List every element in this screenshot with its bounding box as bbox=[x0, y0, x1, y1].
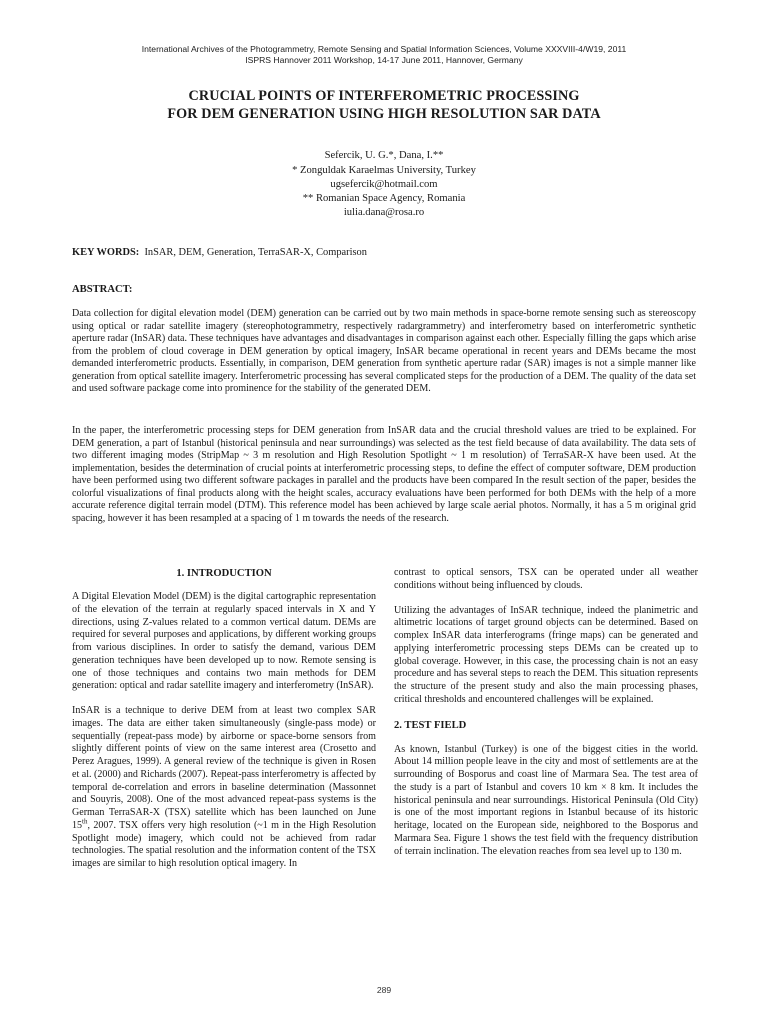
running-header-journal: International Archives of the Photogrammetry, Remote Sensing and Spatial Information Sciences, Volume XXXVIII-4/W19, 2011 bbox=[141, 44, 627, 54]
keywords-text: InSAR, DEM, Generation, TerraSAR-X, Comparison bbox=[144, 247, 367, 258]
paper-title-line-2: FOR DEM GENERATION USING HIGH RESOLUTION SAR DATA bbox=[167, 106, 601, 122]
abstract-paragraph-1: Data collection for digital elevation model (DEM) generation can be carried out by two main methods in space-borne remote sensing such as stereoscopy using optical or radar satellite imagery (stereophotogrammetry, respectively radargrammetry) and interferometry based on interferometric synthetic aperture radar (InSAR) data. These techniques have advantages and disadvantages in comparison against each other. Especially filling the gaps which arise from the problem of cloud coverage in DEM generation by optical imagery, InSAR became operational in recent years and DEMs became the most demanded interferometric products. Essentially, in comparison, DEM generation from synthetic aperture radar (SAR) images is not a simple manner like generation from optical satellite imagery. Interferometric processing has several complicated steps for the production of a DEM. The quality of the data set and used software package come into prominence for the stability of the generated DEM. bbox=[72, 308, 696, 394]
keywords bbox=[72, 246, 698, 260]
intro-paragraph-4: Utilizing the advantages of InSAR technique, indeed the planimetric and altimetric locations of target ground objects can be determined. Based on complex InSAR data interferograms (fringe maps) can be generated and applying interferometric processing steps DEMs can be created up to global coverage. However, in this case, the processing chain is not an easy procedure and has several steps to reach the DEM. This situation represents the structure of the present study and also the main processing phases, critical thresholds and encountered challenges will be explained. bbox=[394, 604, 698, 705]
email-2: iulia.dana@rosa.ro bbox=[343, 207, 425, 218]
intro-paragraph-2-text-b: , 2007. TSX offers very high resolution (~1 m in the High Resolution Spotlight mode) imagery, which could not be achieved from radar technologies. The spatial resolution and the information content of the TSX images are similar to high resolution optical imagery. In bbox=[72, 819, 376, 869]
superscript-th: th bbox=[82, 817, 88, 826]
paper-title-line-1: CRUCIAL POINTS OF INTERFEROMETRIC PROCESSING bbox=[188, 88, 580, 104]
keywords-label: KEY WORDS: bbox=[72, 247, 140, 258]
author-names: Sefercik, U. G.*, Dana, I.** bbox=[324, 150, 444, 161]
intro-paragraph-2-text-a: InSAR is a technique to derive DEM from at least two complex SAR images. The data are either taken simultaneously (single-pass mode) or sequentially (repeat-pass mode) by airborne or space-borne sensors from slightly different points of view on the same interest area (Crosetto and Perez Aragues, 1999). A general review of the technique is given in Rosen et al. (2000) and Richards (2007). Repeat-pass interferometry is affected by temporal de-correlation and errors in baseline determination (Massonnet and Souyris, 2008). One of the most advanced repeat-pass systems is the German TerraSAR-X (TSX) satellite which has been launched on June 15 bbox=[72, 705, 376, 831]
running-header-workshop: ISPRS Hannover 2011 Workshop, 14-17 June 2011, Hannover, Germany bbox=[245, 55, 523, 65]
left-column bbox=[72, 567, 376, 871]
intro-paragraph-3: contrast to optical sensors, TSX can be operated under all weather conditions without being influenced by clouds. bbox=[394, 567, 698, 591]
right-column bbox=[394, 567, 698, 858]
intro-paragraph-1: A Digital Elevation Model (DEM) is the digital cartographic representation of the elevation of the terrain at regularly spaced intervals in X and Y directions, using Z-values related to a common vertical datum. DEMs are required for several purposes and applications, by different working groups from various disciplines. In order to satisfy the demand, various DEM generation techniques have been developed up to now. Remote sensing is one of those techniques and contains two main methods for DEM generation: optical and radar satellite imagery and interferometry (InSAR). bbox=[72, 591, 376, 692]
abstract-paragraph-2: In the paper, the interferometric processing steps for DEM generation from InSAR data and the crucial threshold values are tried to be explained. For DEM generation, a part of Istanbul (historical peninsula and near surroundings) was selected as the test field because of data availability. The data sets of two different imaging modes (StripMap ~ 3 m resolution and High Resolution Spotlight ~ 1 m resolution) of TerraSAR-X have been used. At the implementation, besides the determination of crucial points at interferometric processing steps, to define the effect of computer software, DEM production have been performed using two different software packages in parallel and the products have been compared In the result section of the paper, besides the colorful visualizations of final products along with the height scales, accuracy evaluations have been performed for both DEMs with the help of a more accurate reference digital terrain model (DTM). This reference model has been achieved by large scale aerial photos. Normally, it has a 5 m original grid spacing, however it has been resampled at a spacing of 1 m towards the needs of the research. bbox=[72, 425, 696, 524]
affiliation-2: ** Romanian Space Agency, Romania bbox=[302, 193, 466, 204]
intro-paragraph-2 bbox=[72, 705, 376, 871]
email-1: ugsefercik@hotmail.com bbox=[330, 179, 438, 190]
section-heading-test-field: 2. TEST FIELD bbox=[394, 719, 467, 731]
page-number: 289 bbox=[376, 985, 392, 995]
abstract-heading: ABSTRACT: bbox=[72, 284, 133, 295]
section-heading-introduction: 1. INTRODUCTION bbox=[176, 568, 272, 579]
affiliation-1: * Zonguldak Karaelmas University, Turkey bbox=[292, 165, 476, 176]
test-field-paragraph: As known, Istanbul (Turkey) is one of the biggest cities in the world. About 14 million people leave in the city and most of settlements are at the surrounding of Bosporus and coast line of Marmara Sea. The test area of the study is a part of Istanbul and covers 10 km × 8 km. It includes the historical peninsula and near surroundings. Historical Peninsula (Old City) is one of the most important regions in Istanbul because of its historic heritage, located on the European side, neighbored to the Bosporus and Marmara Sea. Figure 1 shows the test field with the frequency distribution of terrain inclination. The elevation reaches from sea level up to 130 m. bbox=[394, 743, 698, 857]
